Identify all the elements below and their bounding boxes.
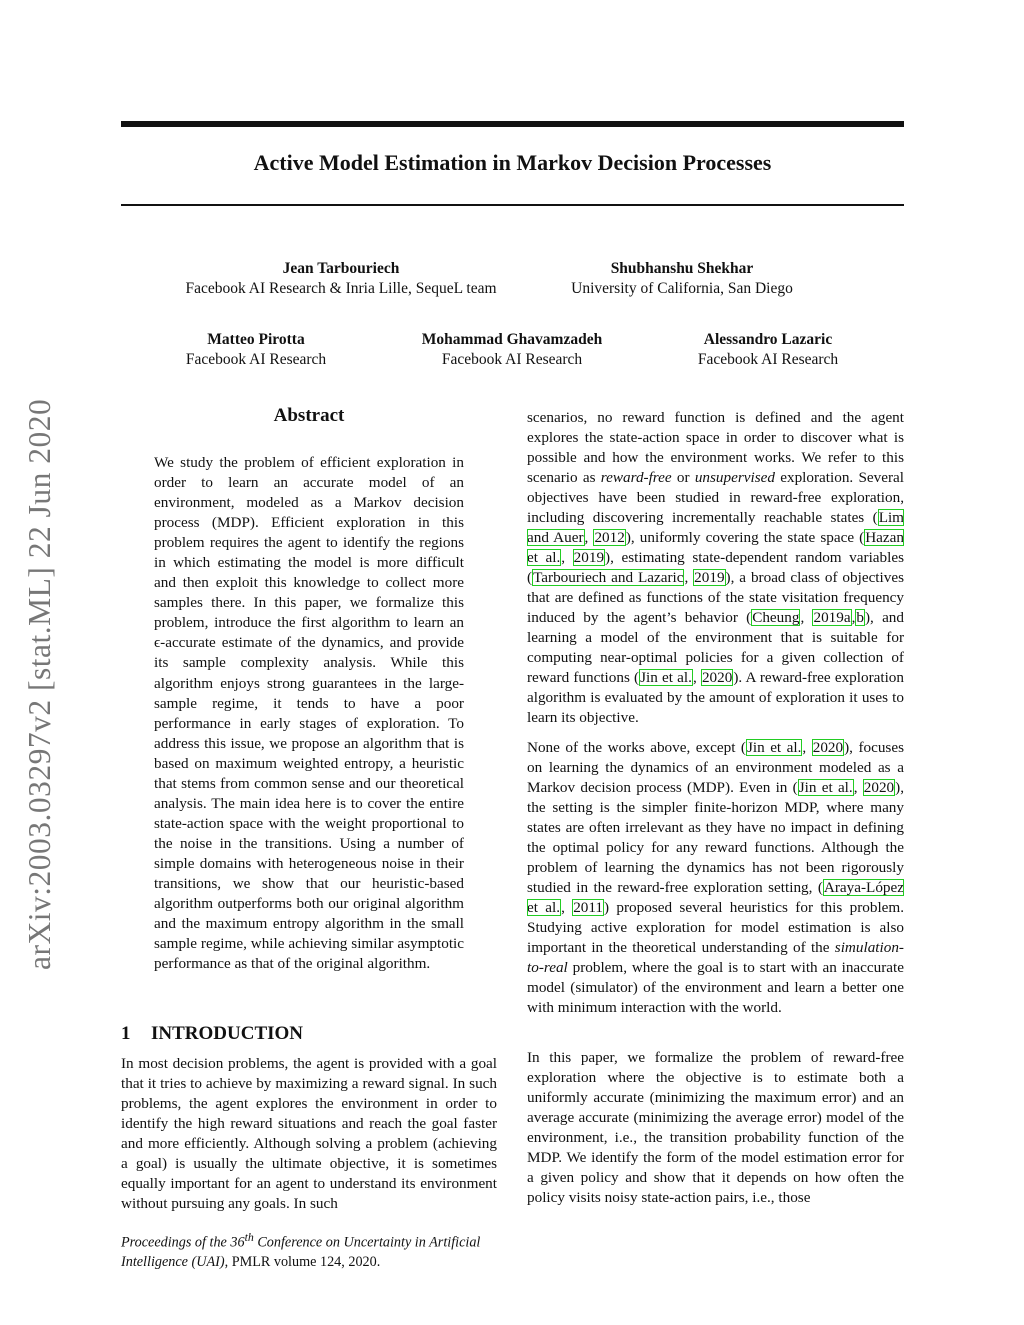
text-run: ), focuses on learning the dynamics of an environment modeled as a Markov decision process (MDP). Even in ( xyxy=(527,739,904,796)
text-run: , xyxy=(853,779,863,796)
right-paragraph-2 xyxy=(527,738,904,1018)
text-run: ), and learning a model of the environment that is suitable for computing near-optimal policies for a given collection of reward functions ( xyxy=(527,609,904,686)
citation-link[interactable]: b xyxy=(856,609,864,626)
citation-link[interactable]: Araya-López et al. xyxy=(527,879,904,916)
text-run: , xyxy=(561,899,573,916)
citation-link[interactable]: Jin et al. xyxy=(798,779,853,796)
author-name: Mohammad Ghavamzadeh xyxy=(421,331,603,348)
text-run: ), uniformly covering the state space ( xyxy=(625,529,865,546)
author-affiliation: University of California, San Diego xyxy=(571,280,793,297)
citation-link[interactable]: 2020 xyxy=(812,739,844,756)
citation-link[interactable]: 2012 xyxy=(594,529,625,546)
arxiv-identifier: arXiv:2003.03297v2 [stat.ML] 22 Jun 2020 xyxy=(22,398,57,970)
paper-title: Active Model Estimation in Markov Decision Processes xyxy=(253,150,772,175)
citation-link[interactable]: 2019 xyxy=(694,569,725,586)
emphasis: simulation-to-real xyxy=(527,939,904,976)
text-run: ). A reward-free exploration algorithm is evaluated by the amount of exploration it uses to learn its objective. xyxy=(527,669,904,726)
author-name: Alessandro Lazaric xyxy=(703,331,833,348)
footnote-superscript: th xyxy=(244,1230,254,1244)
right-paragraph-3 xyxy=(527,1048,904,1208)
footnote-prefix: Proceedings of the 36 xyxy=(121,1234,245,1251)
citation-link[interactable]: Hazan et al. xyxy=(527,529,905,566)
title-bottom-rule xyxy=(121,204,904,206)
abstract-text: We study the problem of efficient exploration in order to learn an accurate model of an environment, modeled as a Markov decision process (MDP). Efficient exploration in this problem requires the agent to identify the regions in which estimating the model is more difficult and then exploit this knowledge to collect more samples there. In this paper, we formalize this problem, introduce the first algorithm to learn an ϵ-accurate estimate of the dynamics, and provide its sample complexity analysis. While this algorithm enjoys strong guarantees in the large-sample regime, it tends to have a poor performance in early stages of exploration. To address this issue, we propose an algorithm that is based on maximum weighted entropy, a heuristic that stems from common sense and our theoretical analysis. The main idea here is to cover the entire state-action space with the weight proportional to the noise in the transitions. Using a number of simple domains with heterogeneous noise in their transitions, we show that our heuristic-based algorithm outperforms both our original algorithm and the maximum entropy algorithm in the small sample regime, while achieving similar asymptotic performance as that of the original algorithm. xyxy=(154,454,464,973)
introduction-text: In most decision problems, the agent is provided with a goal that it tries to achieve by maximizing a reward signal. In such problems, the agent explores the environment in order to identify the high reward situations and reach the goal faster and more efficiently. Although solving a problem (achieving a goal) is usually the ultimate objective, it is sometimes equally important for an agent to understand its environment without pursuing any goals. In such xyxy=(121,1055,497,1212)
text-run: ), estimating state-dependent random variables ( xyxy=(527,549,904,586)
footnote-venue: Conference on Uncertainty in Artificial Intelligence (UAI) xyxy=(121,1234,481,1270)
text-run: scenarios, no reward function is defined and the agent explores the state-action space in order to discover what is possible and how the environment works. We refer to this scenario as xyxy=(527,409,904,486)
author-affiliation: Facebook AI Research & Inria Lille, SequeL team xyxy=(185,280,497,297)
citation-link[interactable]: Tarbouriech and Lazaric xyxy=(533,569,684,586)
citation-link[interactable]: Cheung xyxy=(752,609,800,626)
citation-link[interactable]: 2020 xyxy=(863,779,895,796)
citation-link[interactable]: Lim and Auer xyxy=(527,509,904,546)
text-run: or xyxy=(671,469,695,486)
introduction-heading xyxy=(121,1023,303,1045)
author-affiliation: Facebook AI Research xyxy=(697,351,839,368)
right-paragraph-1 xyxy=(527,408,904,728)
text-run: In this paper, we formalize the problem of reward-free exploration where the objective is to estimate both a uniformly accurate (minimizing the maximum error) and an average accurate (minimizing the average error) model of the environment, i.e., the transition probability function of the MDP. We identify the form of the model estimation error for a given policy and show that it depends on how often the policy visits noisy state-action pairs, i.e., those xyxy=(527,1049,904,1206)
text-run: None of the works above, except ( xyxy=(527,739,746,756)
emphasis: reward-free xyxy=(600,469,672,486)
author-block xyxy=(156,330,356,370)
text-run: , xyxy=(800,609,813,626)
text-run: ) proposed several heuristics for this problem. Studying active exploration for model estimation is also important in the theoretical understanding of the xyxy=(527,899,905,956)
text-run: , xyxy=(851,609,856,626)
text-run: exploration. Several objectives have been studied in reward-free exploration, including discovering incrementally reachable states ( xyxy=(527,469,905,526)
citation-link[interactable]: 2019a xyxy=(813,609,851,626)
text-run: ), the setting is the simpler finite-horizon MDP, where many states are often irrelevant as they have no impact in defining the optimal policy for any reward functions. Although the problem of learning the dynamics has not been rigorously studied in the reward-free exploration setting, ( xyxy=(527,779,904,896)
section-title: INTRODUCTION xyxy=(151,1023,304,1044)
citation-link[interactable]: 2011 xyxy=(573,899,604,916)
text-run: problem, where the goal is to start with an inaccurate model (simulator) of the environment and learn a better one with minimum interaction with the world. xyxy=(527,959,904,1016)
text-run: ), a broad class of objectives that are defined as functions of the state visitation frequency induced by the agent’s behavior ( xyxy=(527,569,904,626)
author-affiliation: Facebook AI Research xyxy=(185,351,327,368)
proceedings-footnote xyxy=(121,1228,497,1272)
author-name: Matteo Pirotta xyxy=(207,331,305,348)
title-top-rule xyxy=(121,121,904,127)
section-number: 1 xyxy=(121,1023,131,1044)
citation-link[interactable]: 2020 xyxy=(701,669,733,686)
abstract-heading: Abstract xyxy=(273,405,345,426)
citation-link[interactable]: Jin et al. xyxy=(640,669,692,686)
citation-link[interactable]: Jin et al. xyxy=(746,739,802,756)
text-run: , xyxy=(802,739,812,756)
author-block xyxy=(532,259,832,299)
author-block xyxy=(392,330,632,370)
citation-link[interactable]: 2019 xyxy=(573,549,605,566)
text-run: , xyxy=(692,669,701,686)
author-affiliation: Facebook AI Research xyxy=(441,351,583,368)
emphasis: unsupervised xyxy=(694,469,775,486)
text-run: , xyxy=(561,549,573,566)
author-name: Jean Tarbouriech xyxy=(282,260,400,277)
author-block xyxy=(121,259,561,299)
author-name: Shubhanshu Shekhar xyxy=(610,260,754,277)
footnote-rest: , PMLR volume 124, 2020. xyxy=(224,1253,381,1270)
author-block xyxy=(668,330,868,370)
text-run: , xyxy=(684,569,694,586)
text-run: , xyxy=(584,529,594,546)
